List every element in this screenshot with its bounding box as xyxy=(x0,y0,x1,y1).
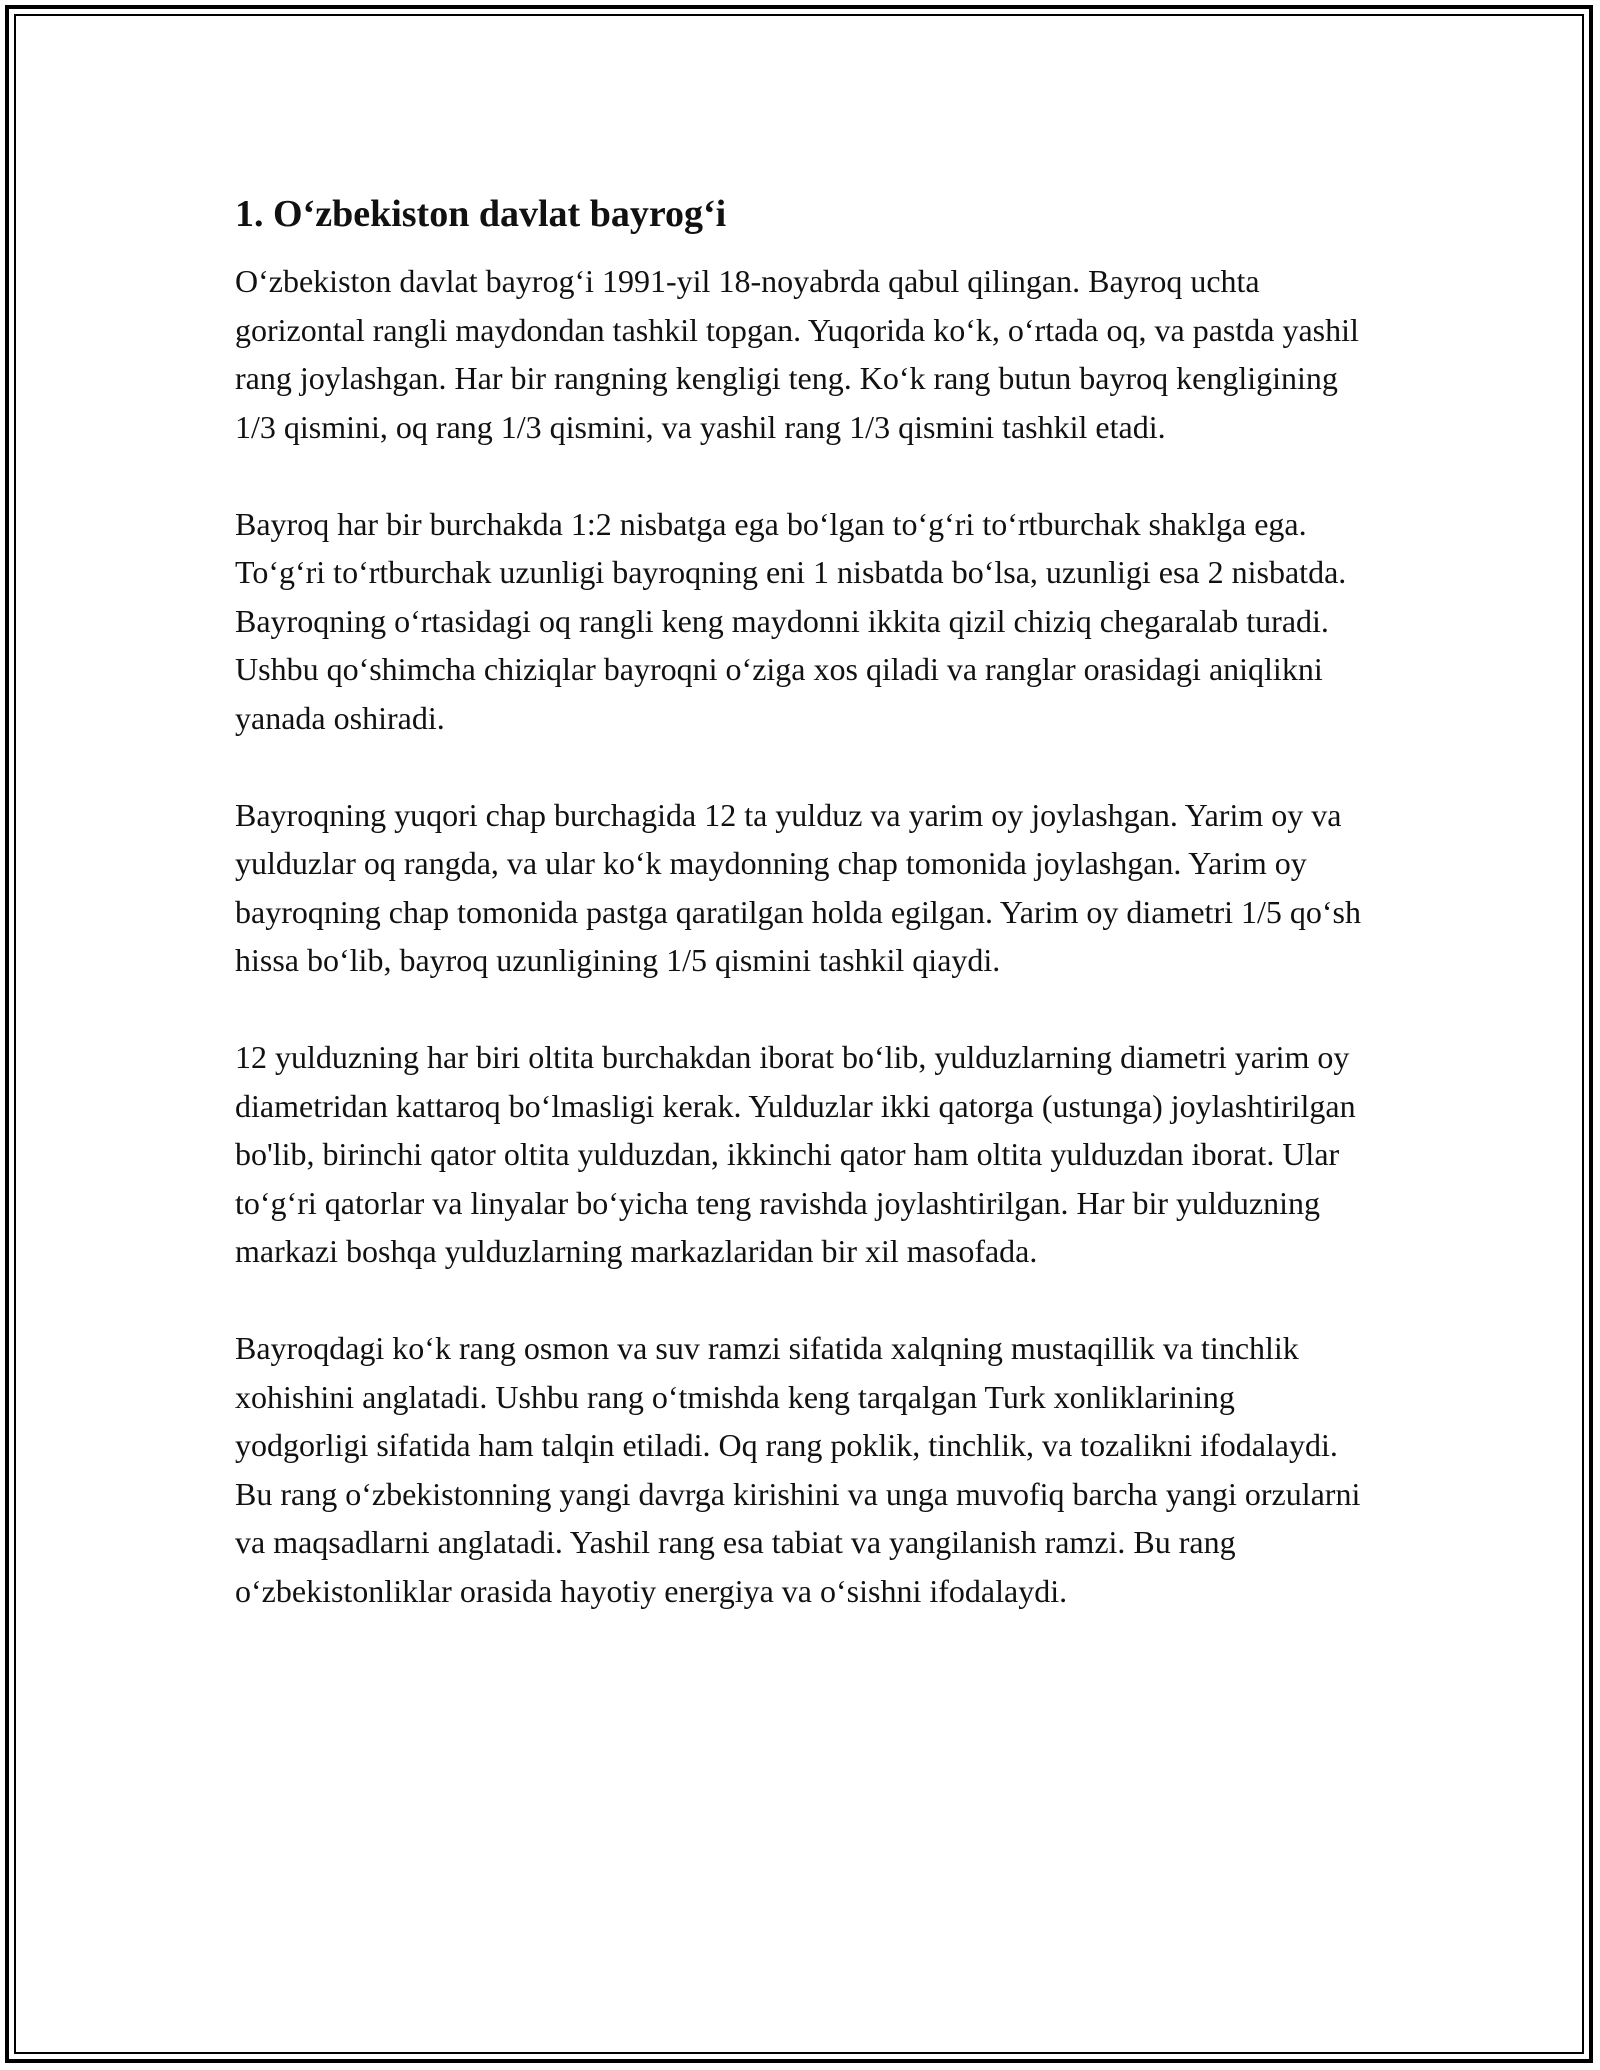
paragraph-color-meaning: Bayroqdagi ko‘k rang osmon va suv ramzi sifatida xalqning mustaqillik va tinchlik xohishini anglatadi. Ushbu rang o‘tmishda keng tarqalgan Turk xonliklarining yodgorligi sifatida ham talqin etiladi. Oq rang poklik, tinchlik, va tozalikni ifodalaydi. Bu rang o‘zbekistonning yangi davrga kirishini va unga muvofiq barcha yangi orzularni va maqsadlarni anglatadi. Yashil rang esa tabiat va yangilanish ramzi. Bu rang o‘zbekistonliklar orasida hayotiy energiya va o‘sishni ifodalaydi. xyxy=(235,1330,1361,1609)
document-body xyxy=(235,185,1375,1664)
paragraph-crescent-stars: Bayroqning yuqori chap burchagida 12 ta yulduz va yarim oy joylashgan. Yarim oy va yulduzlar oq rangda, va ular ko‘k maydonning chap tomonida joylashgan. Yarim oy bayroqning chap tomonida pastga qaratilgan holda egilgan. Yarim oy diametri 1/5 qo‘sh hissa bo‘lib, bayroq uzunligining 1/5 qismini tashkil qiaydi. xyxy=(235,796,1361,978)
paragraph-flag-adoption: O‘zbekiston davlat bayrog‘i 1991-yil 18-noyabrda qabul qilingan. Bayroq uchta gorizontal rangli maydondan tashkil topgan. Yuqorida ko‘k, o‘rtada oq, va pastda yashil rang joylashgan. Har bir rangning kengligi teng. Ko‘k rang butun bayroq kengligining 1/3 qismini, oq rang 1/3 qismini, va yashil rang 1/3 qismini tashkil etadi. xyxy=(235,263,1359,445)
paragraph-stars-layout: 12 yulduzning har biri oltita burchakdan iborat bo‘lib, yulduzlarning diametri yarim oy diametridan kattaroq bo‘lmasligi kerak. Yulduzlar ikki qatorga (ustunga) joylashtirilgan bo'lib, birinchi qator oltita yulduzdan, ikkinchi qator ham oltita yulduzdan iborat. Ular to‘g‘ri qatorlar va linyalar bo‘yicha teng ravishda joylashtirilgan. Har bir yulduzning markazi boshqa yulduzlarning markazlaridan bir xil masofada. xyxy=(235,1039,1356,1269)
document-title: 1. O‘zbekiston davlat bayrog‘i xyxy=(235,193,727,235)
paragraph-flag-proportions: Bayroq har bir burchakda 1:2 nisbatga ega bo‘lgan to‘g‘ri to‘rtburchak shaklga ega. To‘g‘ri to‘rtburchak uzunligi bayroqning eni 1 nisbatda bo‘lsa, uzunligi esa 2 nisbatda. Bayroqning o‘rtasidagi oq rangli keng maydonni ikkita qizil chiziq chegaralab turadi. Ushbu qo‘shimcha chiziqlar bayroqni o‘ziga xos qiladi va ranglar orasidagi aniqlikni yanada oshiradi. xyxy=(235,505,1347,736)
